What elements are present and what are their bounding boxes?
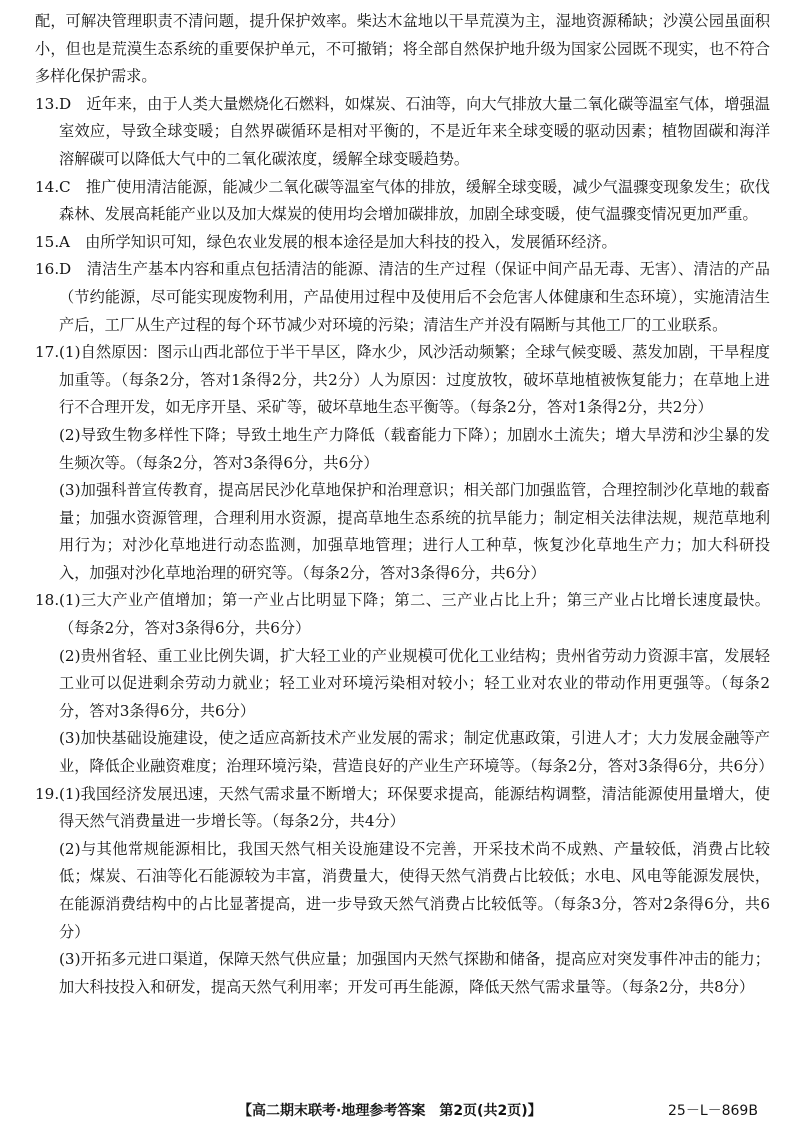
answer-14 bbox=[35, 174, 770, 229]
question-number: 15. bbox=[35, 232, 60, 251]
answer-17-part-1 bbox=[35, 339, 770, 422]
answer-text: (1)我国经济发展迅速，天然气需求量不断增大；环保要求提高，能源结构调整，清洁能源使用量增大，使得天然气消费量进一步增长等。（每条2分，共4分） bbox=[59, 784, 770, 831]
footer-title: 【高二期末联考·地理参考答案 第2页(共2页)】 bbox=[238, 1103, 542, 1119]
question-number: 19. bbox=[35, 784, 60, 803]
answer-18-part-1 bbox=[35, 587, 770, 642]
answer-17-part-3: (3)加强科普宣传教育，提高居民沙化草地保护和治理意识；相关部门加强监管，合理控制沙化草地的载畜量；加强水资源管理，合理利用水资源，提高草地生态系统的抗旱能力；制定相关法律法规，规范草地利用行为；对沙化草地进行动态监测，加强草地管理；进行人工种草，恢复沙化草地生产力；加大科研投入，加强对沙化草地治理的研究等。（每条2分，答对3条得6分，共6分） bbox=[59, 481, 770, 582]
question-number: 16. bbox=[35, 260, 60, 279]
answer-18-part-3: (3)加快基础设施建设，使之适应高新技术产业发展的需求；制定优惠政策，引进人才；大力发展金融等产业，降低企业融资难度；治理环境污染，营造良好的产业生产环境等。（每条2分，答对3条得6分，共6分） bbox=[59, 729, 774, 776]
footer-code: 25－L－869B bbox=[668, 1103, 758, 1119]
answer-text: (1)自然原因：图示山西北部位于半干旱区，降水少，风沙活动频繁；全球气候变暖、蒸发加剧，干旱程度加重等。（每条2分，答对1条得2分，共2分）人为原因：过度放牧，破坏草地植被恢复能力；在草地上进行不合理开发，如无序开垦、采矿等，破坏草地生态平衡等。（每条2分，答对1条得2分，共2分） bbox=[59, 343, 770, 417]
question-number: 17. bbox=[35, 343, 60, 362]
answer-text: D 近年来，由于人类大量燃烧化石燃料，如煤炭、石油等，向大气排放大量二氧化碳等温室气体，增强温室效应，导致全球变暖；自然界碳循环是相对平衡的，不是近年来全球变暖的驱动因素；植物固碳和海洋溶解碳可以降低大气中的二氧化碳浓度，缓解全球变暖趋势。 bbox=[59, 94, 770, 168]
answer-text: A 由所学知识可知，绿色农业发展的根本途径是加大科技的投入，发展循环经济。 bbox=[59, 232, 617, 251]
answer-18-part-2: (2)贵州省轻、重工业比例失调，扩大轻工业的产业规模可优化工业结构；贵州省劳动力资源丰富，发展轻工业可以促进剩余劳动力就业；轻工业对环境污染相对较小；轻工业对农业的带动作用更强等。（每条2分，答对3条得6分，共6分） bbox=[59, 646, 770, 720]
answer-19-part-3: (3)开拓多元进口渠道，保障天然气供应量；加强国内天然气探勘和储备，提高应对突发事件冲击的能力；加大科技投入和研发，提高天然气利用率；开发可再生能源，降低天然气需求量等。（每条2分，共8分） bbox=[59, 950, 770, 996]
answer-content bbox=[35, 8, 774, 1001]
answer-text: C 推广使用清洁能源，能减少二氧化碳等温室气体的排放，缓解全球变暖，减少气温骤变现象发生；砍伐森林、发展高耗能产业以及加大煤炭的使用均会增加碳排放，加剧全球变暖，使气温骤变情况更加严重。 bbox=[59, 177, 770, 224]
answer-13 bbox=[35, 91, 770, 174]
answer-17-part-2: (2)导致生物多样性下降；导致土地生产力降低（载畜能力下降）；加剧水土流失；增大旱涝和沙尘暴的发生频次等。（每条2分，答对3条得6分，共6分） bbox=[59, 425, 770, 472]
answer-15 bbox=[35, 229, 770, 257]
question-number: 18. bbox=[35, 591, 60, 610]
continued-paragraph: 配，可解决管理职责不清问题，提升保护效率。柴达木盆地以干旱荒漠为主，湿地资源稀缺；沙漠公园虽面积小，但也是荒漠生态系统的重要保护单元，不可撤销；将全部自然保护地升级为国家公园既不现实，也不符合多样化保护需求。 bbox=[35, 12, 770, 86]
answer-text: D 清洁生产基本内容和重点包括清洁的能源、清洁的生产过程（保证中间产品无毒、无害）、清洁的产品（节约能源，尽可能实现废物利用，产品使用过程中及使用后不会危害人体健康和生态环境），实施清洁生产后，工厂从生产过程的每个环节减少对环境的污染；清洁生产并没有隔断与其他工厂的工业联系。 bbox=[59, 260, 770, 334]
answer-19-part-1 bbox=[35, 781, 770, 836]
answer-text: (1)三大产业产值增加；第一产业占比明显下降；第二、三产业占比上升；第三产业占比增长速度最快。（每条2分，答对3条得6分，共6分） bbox=[59, 591, 770, 638]
answer-16 bbox=[35, 256, 770, 339]
page-footer bbox=[0, 1095, 800, 1125]
question-number: 13. bbox=[35, 94, 60, 113]
question-number: 14. bbox=[35, 177, 60, 196]
answer-19-part-2: (2)与其他常规能源相比，我国天然气相关设施建设不完善，开采技术尚不成熟、产量较低，消费占比较低；煤炭、石油等化石能源较为丰富，消费量大，使得天然气消费占比较低；水电、风电等能源发展快，在能源消费结构中的占比显著提高，进一步导致天然气消费占比较低等。（每条3分，答对2条得6分，共6分） bbox=[59, 839, 770, 941]
